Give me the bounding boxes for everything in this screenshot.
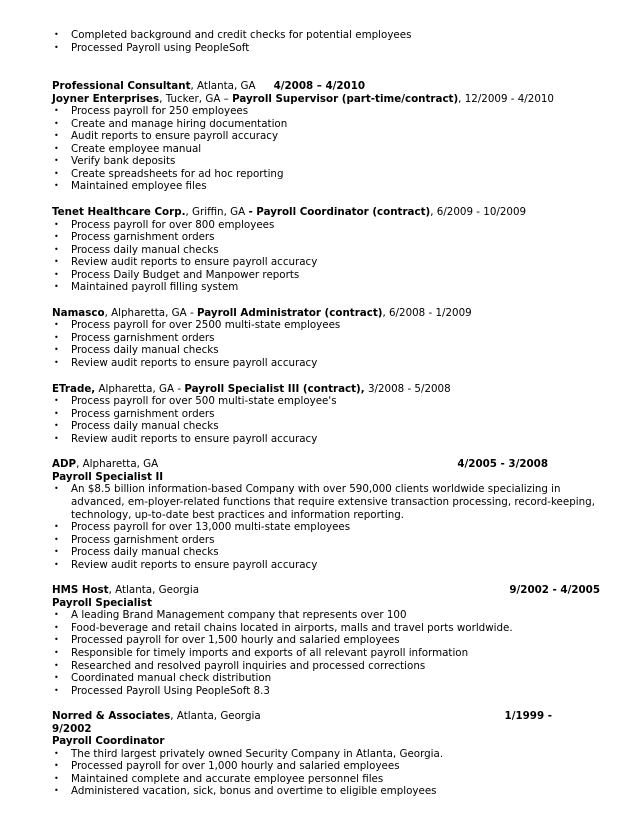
list-item: • Verify bank deposits [52, 155, 600, 168]
list-item: • Processed Payroll using PeopleSoft [52, 42, 600, 55]
job-location: , Tucker, GA – [159, 92, 233, 105]
list-item: • A leading Brand Management company that represents over 100 [52, 609, 600, 622]
job-subheading [52, 93, 600, 106]
list-item: • Review audit reports to ensure payroll accuracy [52, 256, 600, 269]
employer-name: ADP [52, 458, 77, 471]
employer-name: Namasco [52, 306, 105, 319]
job-location: , Atlanta, Georgia [170, 710, 261, 723]
duty-list [52, 219, 600, 294]
job-dates: , 6/2008 - 1/2009 [382, 306, 472, 319]
employer-name: HMS Host [52, 584, 109, 597]
job-dates: , 12/2009 - 4/2010 [458, 92, 554, 105]
job-heading [52, 80, 600, 93]
list-item: • Researched and resolved payroll inquiries and processed corrections [52, 660, 600, 673]
list-item: • Maintained complete and accurate employee personnel files [52, 773, 600, 786]
list-item: • Process payroll for over 2500 multi-state employees [52, 319, 600, 332]
section-hms-host [52, 584, 600, 697]
list-item: • Process daily manual checks [52, 344, 600, 357]
list-item: • Process payroll for over 500 multi-state employee's [52, 395, 600, 408]
list-item: • Processed payroll for over 1,000 hourly and salaried employees [52, 760, 600, 773]
top-bullet-list [52, 29, 600, 54]
job-heading [52, 307, 600, 320]
job-dates: 4/2008 – 4/2010 [273, 80, 366, 93]
job-location: , Alpharetta, GA [76, 458, 159, 471]
list-item: • Processed Payroll Using PeopleSoft 8.3 [52, 685, 600, 698]
section-adp [52, 458, 600, 571]
duty-list [52, 609, 600, 697]
list-item: • Food-beverage and retail chains located in airports, malls and travel ports worldwide. [52, 622, 600, 635]
job-title-text: Payroll Specialist II [52, 470, 164, 483]
job-title: Payroll Administrator (contract) [196, 306, 383, 319]
list-item: • Review audit reports to ensure payroll accuracy [52, 357, 600, 370]
job-title: Payroll Specialist III (contract), [184, 382, 365, 395]
section-professional-consultant [52, 80, 600, 193]
section-norred [52, 710, 600, 798]
list-item: • Process payroll for 250 employees [52, 105, 600, 118]
list-item: • Process daily manual checks [52, 546, 600, 559]
list-item: • Coordinated manual check distribution [52, 672, 600, 685]
job-title [52, 735, 600, 748]
employer-name: Joyner Enterprises [52, 92, 160, 105]
duty-list [52, 748, 600, 798]
list-item: • Process garnishment orders [52, 231, 600, 244]
list-item: • Completed background and credit checks for potential employees [52, 29, 600, 42]
list-item: • Review audit reports to ensure payroll accuracy [52, 433, 600, 446]
list-item: • Process daily manual checks [52, 420, 600, 433]
list-item: • Create employee manual [52, 143, 600, 156]
duty-list [52, 395, 600, 445]
job-title: - Payroll Coordinator (contract) [248, 206, 431, 219]
job-heading [52, 458, 600, 471]
list-item: • Processed payroll for over 1,500 hourly and salaried employees [52, 634, 600, 647]
list-item: • Create spreadsheets for ad hoc reporting [52, 168, 600, 181]
job-location: , Alpharetta, GA - [104, 306, 197, 319]
list-item: • Process garnishment orders [52, 332, 600, 345]
job-heading [52, 710, 600, 723]
section-namasco [52, 307, 600, 370]
list-item: • Process payroll for over 13,000 multi-state employees [52, 521, 600, 534]
job-heading [52, 383, 600, 396]
job-dates: , 6/2009 - 10/2009 [430, 206, 527, 219]
job-dates: 9/2002 - 4/2005 [509, 584, 600, 597]
job-dates-end [52, 723, 600, 736]
list-item: • Maintained employee files [52, 180, 600, 193]
list-item: • Audit reports to ensure payroll accuracy [52, 130, 600, 143]
list-item: • Process Daily Budget and Manpower reports [52, 269, 600, 282]
list-item: • Review audit reports to ensure payroll accuracy [52, 559, 600, 572]
job-title: Payroll Supervisor (part-time/contract) [232, 92, 459, 105]
job-location: , Atlanta, Georgia [108, 584, 200, 597]
resume-page [52, 29, 600, 798]
list-item: • Administered vacation, sick, bonus and overtime to eligible employees [52, 785, 600, 798]
employer-name: Professional Consultant [52, 80, 191, 93]
job-dates: 3/2008 - 5/2008 [364, 382, 451, 395]
list-item: • Create and manage hiring documentation [52, 118, 600, 131]
job-heading [52, 584, 600, 597]
duty-list [52, 319, 600, 369]
job-title-text: Payroll Specialist [52, 596, 152, 609]
job-title [52, 597, 600, 610]
list-item: • An $8.5 billion information-based Company with over 590,000 clients worldwide specializing in advanced, em-ployer-related functions that require extensive transaction processing, record-keeping, technology, up-to-date best practices and information reporting. [52, 483, 600, 521]
employer-name: ETrade, [52, 382, 96, 395]
list-item: • The third largest privately owned Security Company in Atlanta, Georgia. [52, 748, 600, 761]
job-location: Alpharetta, GA - [95, 382, 185, 395]
job-location: , Atlanta, GA [190, 80, 256, 93]
job-location: , Griffin, GA [185, 206, 249, 219]
job-dates-start: 1/1999 - [504, 710, 552, 723]
job-dates: 4/2005 - 3/2008 [457, 458, 548, 471]
job-heading [52, 206, 600, 219]
list-item: • Responsible for timely imports and exports of all relevant payroll information [52, 647, 600, 660]
section-tenet [52, 206, 600, 294]
duty-list [52, 483, 600, 571]
employer-name: Norred & Associates [52, 710, 171, 723]
job-title [52, 471, 600, 484]
list-item: • Process garnishment orders [52, 534, 600, 547]
job-title-text: Payroll Coordinator [52, 735, 165, 748]
duty-list [52, 105, 600, 193]
list-item: • Maintained payroll filling system [52, 281, 600, 294]
job-dates-end-text: 9/2002 [52, 722, 92, 735]
list-item: • Process daily manual checks [52, 244, 600, 257]
list-item: • Process payroll for over 800 employees [52, 219, 600, 232]
employer-name: Tenet Healthcare Corp. [52, 206, 186, 219]
section-etrade [52, 383, 600, 446]
list-item: • Process garnishment orders [52, 408, 600, 421]
